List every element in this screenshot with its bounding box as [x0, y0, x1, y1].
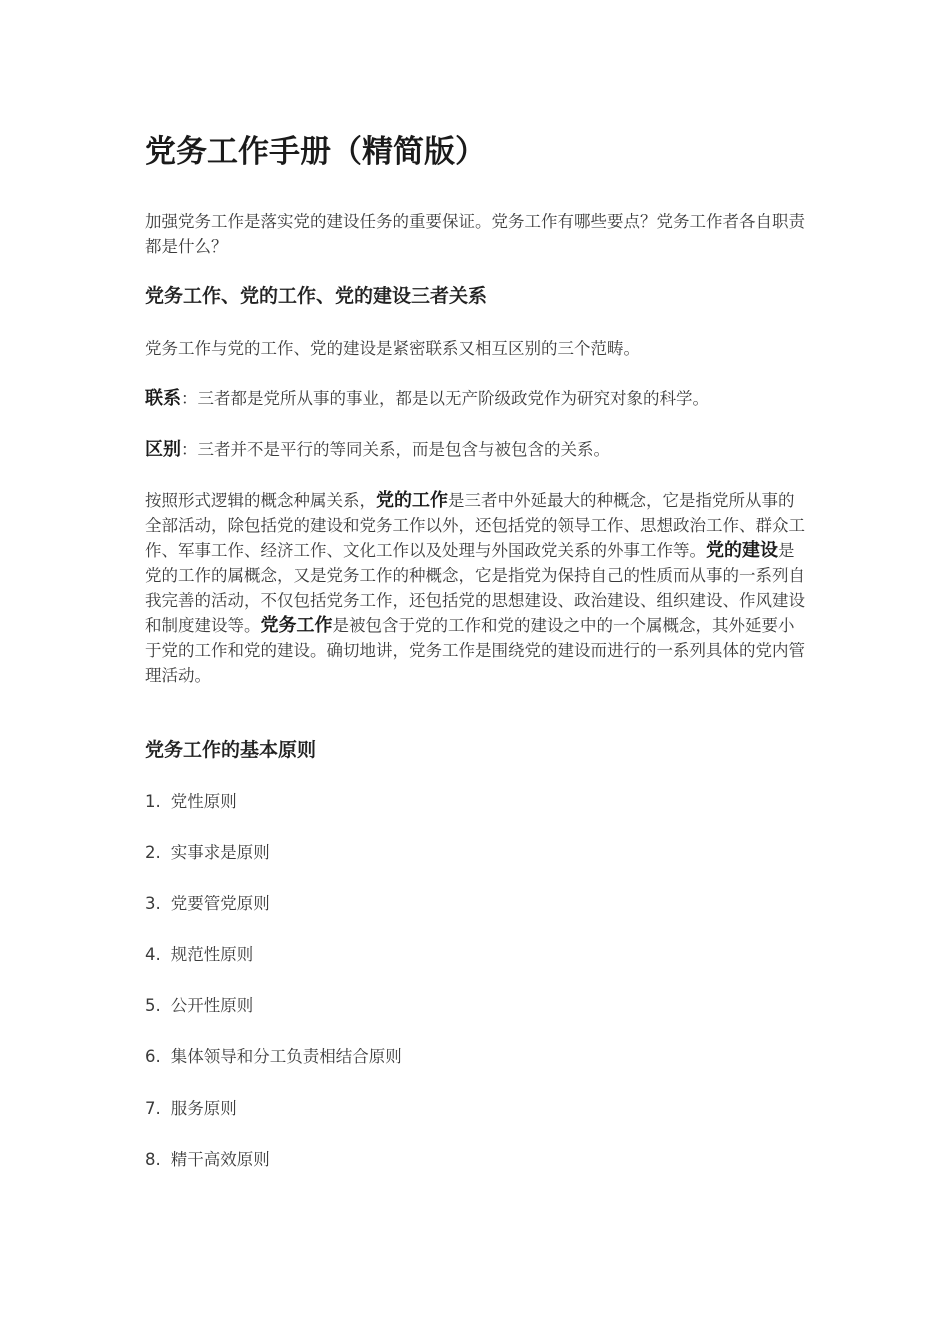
list-item: [145, 1096, 237, 1121]
list-item-number: 4.: [145, 945, 161, 964]
section-heading-principles: 党务工作的基本原则: [145, 739, 317, 761]
list-item-number: 7.: [145, 1099, 161, 1118]
lianxi-text: ：三者都是党所从事的事业，都是以无产阶级政党作为研究对象的科学。: [181, 389, 709, 408]
qubie-label: 区别: [145, 439, 181, 460]
list-item: [145, 1147, 270, 1172]
list-item-text: 精干高效原则: [170, 1150, 270, 1169]
list-item-number: 8.: [145, 1150, 161, 1169]
list-item: [145, 891, 270, 916]
list-item-text: 党性原则: [170, 792, 237, 811]
list-item: [145, 1044, 402, 1069]
section-heading-relations: 党务工作、党的工作、党的建设三者关系: [145, 285, 488, 307]
term-party-building: 党的建设: [706, 540, 778, 561]
detail-paragraph: [145, 488, 810, 688]
detail-text-4: 是被包含于党的工作和党的建设之中的一个属概念，其外延要小于党的工作和党的建设。确切地讲，党务工作是围绕党的建设而进行的一系列具体的党内管理活动。: [145, 616, 805, 685]
list-item-number: 1.: [145, 792, 161, 811]
relations-paragraph: 党务工作与党的工作、党的建设是紧密联系又相互区别的三个范畴。: [145, 339, 640, 358]
list-item: [145, 840, 270, 865]
list-item-text: 服务原则: [170, 1099, 237, 1118]
list-item-number: 5.: [145, 996, 161, 1015]
list-item-text: 党要管党原则: [170, 894, 270, 913]
list-item-text: 规范性原则: [170, 945, 254, 964]
list-item-number: 3.: [145, 894, 161, 913]
list-item-number: 6.: [145, 1047, 161, 1066]
list-item: [145, 942, 253, 967]
term-party-affairs: 党务工作: [260, 615, 333, 636]
term-party-work: 党的工作: [376, 490, 448, 511]
list-item: [145, 789, 237, 814]
lianxi-paragraph: [145, 386, 810, 411]
qubie-text: ：三者并不是平行的等同关系，而是包含与被包含的关系。: [181, 440, 610, 459]
list-item-text: 集体领导和分工负责相结合原则: [170, 1047, 402, 1066]
qubie-paragraph: [145, 437, 810, 462]
detail-text-1: 按照形式逻辑的概念种属关系，: [145, 491, 376, 510]
list-item: [145, 993, 253, 1018]
list-item-number: 2.: [145, 843, 161, 862]
detail-text-2: 是三者中外延最大的种概念，它是指党所从事的全部活动，除包括党的建设和党务工作以外，还包括党的领导工作、思想政治工作、群众工作、军事工作、经济工作、文化工作以及处理与外国政党关系的外事工作等。: [145, 491, 805, 560]
detail-text-3: 是党的工作的属概念，又是党务工作的种概念，它是指党为保持自己的性质而从事的一系列自我完善的活动，不仅包括党务工作，还包括党的思想建设、政治建设、组织建设、作风建设和制度建设等。: [145, 541, 805, 635]
lianxi-label: 联系: [145, 388, 181, 409]
list-item-text: 公开性原则: [170, 996, 254, 1015]
intro-paragraph: 加强党务工作是落实党的建设任务的重要保证。党务工作有哪些要点？党务工作者各自职责都是什么？: [145, 212, 805, 256]
page-title: 党务工作手册（精简版）: [145, 134, 486, 170]
list-item-text: 实事求是原则: [170, 843, 270, 862]
